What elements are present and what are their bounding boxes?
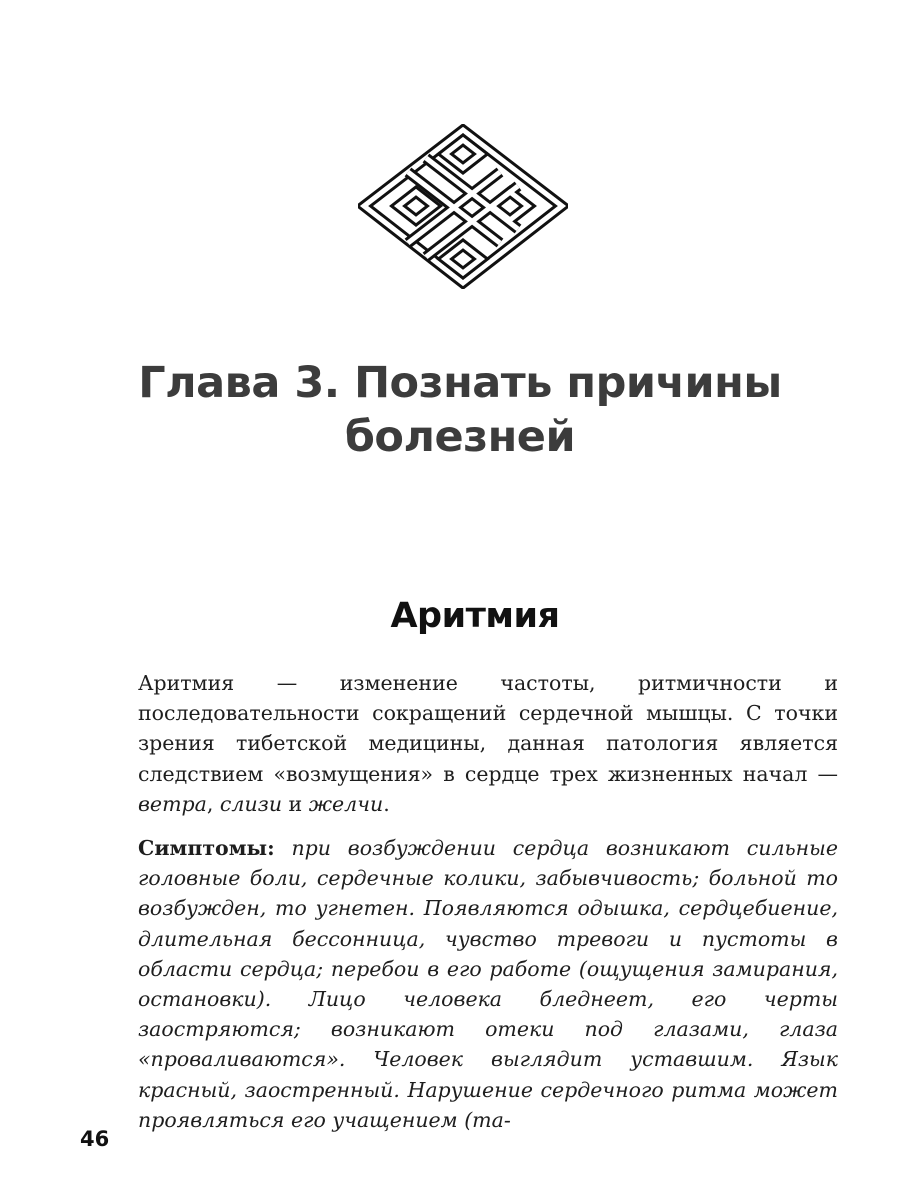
chapter-title — [90, 356, 830, 464]
page-number: 46 — [80, 1127, 110, 1151]
separator-1: , — [206, 791, 220, 816]
term-bile: желчи — [308, 791, 384, 816]
endless-knot-icon — [358, 124, 568, 289]
symptoms-text: при возбуждении сердца возникают сильные головные боли, сердечные колики, забывчивость; больной то возбужден, то угнетен. Появляются одышка, сердцебиение, длительная бессонница, чувство тревоги и пустоты в области сердца; перебои в его работе (ощущения замирания, остановки). Лицо человека бледнеет, его черты заостряются; возникают отеки под глазами, глаза «проваливаются». Человек выглядит уставшим. Язык красный, заостренный. Нарушение сердечного ритма может проявляться его учащением (та- — [138, 836, 838, 1132]
chapter-title-line1: Глава 3. Познать причины — [138, 358, 782, 408]
separator-2: и — [282, 791, 309, 816]
chapter-title-line2: болезней — [344, 412, 576, 462]
symptoms-label: Симптомы: — [138, 836, 275, 860]
symptoms-paragraph — [138, 833, 838, 1135]
intro-paragraph — [138, 668, 838, 819]
paragraph-end: . — [383, 791, 390, 816]
intro-text: Аритмия — изменение частоты, ритмичности и последовательности сокращений сердечной мышцы. С точки зрения тибетской медицины, данная патология является следствием «возмущения» в сердце трех жизненных начал — — [138, 671, 838, 786]
term-wind: ветра — [138, 791, 207, 816]
section-title: Аритмия — [390, 596, 560, 636]
term-phlegm: слизи — [219, 791, 283, 816]
